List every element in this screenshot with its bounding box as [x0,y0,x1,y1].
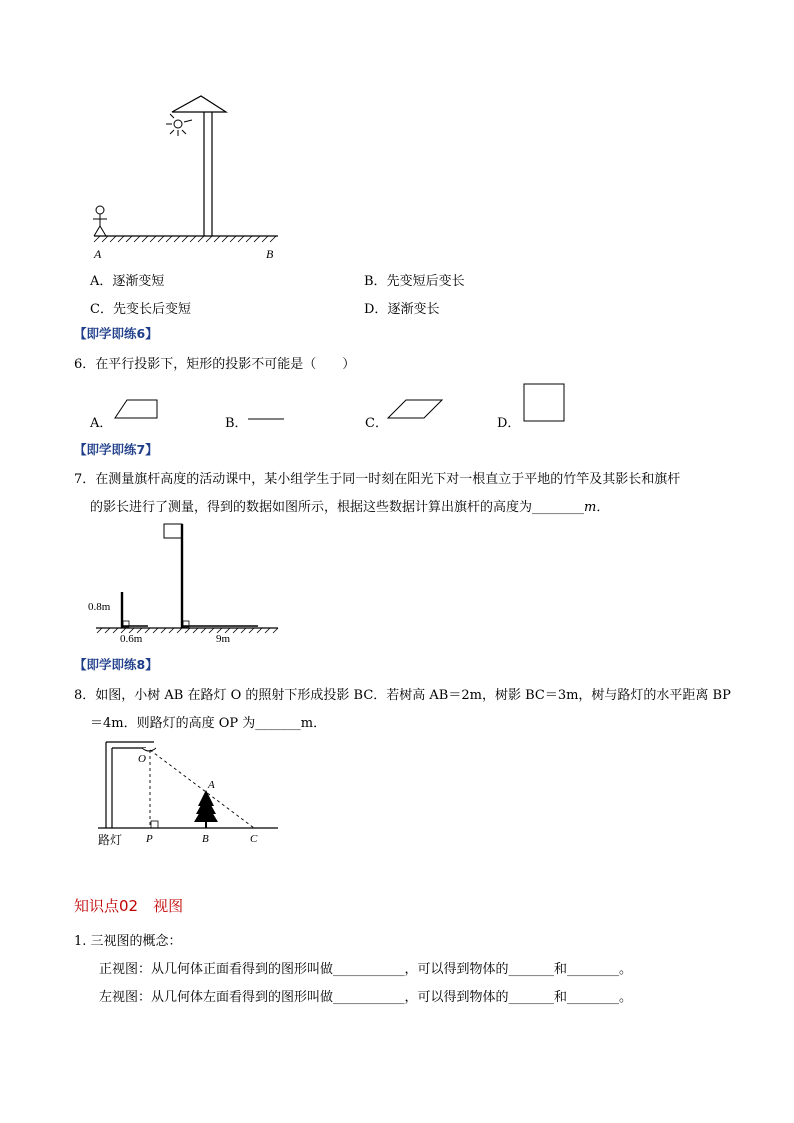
q6-option-a-label: A． [90,416,113,431]
q6-trapezoid-shape [113,398,161,422]
q6-option-d-label: D． [497,416,521,431]
q8-figure [94,736,284,848]
q7-line2: 的影长进行了测量，得到的数据如图所示，根据这些数据计算出旗杆的高度为________m． [90,500,610,515]
q6-segment-shape [246,410,286,420]
flagpole-shadow-label: 9m [216,633,231,645]
front-view-definition: 正视图：从几何体正面看得到的图形叫做___________，可以得到物体的_______和________。 [99,962,633,977]
practice-tag-8: 【即学即练8】 [74,657,158,672]
q6-text: 6．在平行投影下，矩形的投影不可能是（ ） [74,357,356,372]
point-b-label: B [266,247,274,261]
point-c-label: C [250,833,258,845]
practice-tag-6: 【即学即练6】 [74,326,158,341]
pole-height-label: 0.8m [88,601,111,613]
streetlamp-label: 路灯 [98,833,123,847]
q6-parallelogram-shape [386,398,446,422]
pole-shadow-label: 0.6m [120,633,143,645]
q5-figure [84,92,284,262]
q8-line1: 8．如图，小树 AB 在路灯 O 的照射下形成投影 BC．若树高 AB＝2m，树影 BC＝3m，树与路灯的水平距离 BP [74,688,731,703]
point-a-label: A [208,779,215,791]
point-a-label: A [94,247,102,261]
q7-line1: 7．在测量旗杆高度的活动课中，某小组学生于同一时刻在阳光下对一根直立于平地的竹竿及其影长和旗杆 [74,472,681,487]
views-heading: 1. 三视图的概念： [74,934,182,949]
left-view-definition: 左视图：从几何体左面看得到的图形叫做___________，可以得到物体的_______和________。 [99,990,633,1005]
q6-option-c-label: C． [365,416,388,431]
q8-line2: ＝4m．则路灯的高度 OP 为_______m． [90,716,327,731]
q7-figure [86,520,286,650]
section-title: 知识点02 视图 [74,897,184,915]
q5-option-d: D．逐渐变长 [364,302,440,317]
q6-option-b-label: B． [225,416,248,431]
point-b-label: B [202,833,209,845]
practice-tag-7: 【即学即练7】 [74,442,158,457]
q6-square-shape [522,382,568,424]
point-p-label: P [146,833,153,845]
q5-option-b: B．先变短后变长 [364,274,465,289]
point-o-label: O [138,753,146,765]
q5-option-a: A．逐渐变短 [90,274,165,289]
q5-option-c: C．先变长后变短 [90,302,191,317]
